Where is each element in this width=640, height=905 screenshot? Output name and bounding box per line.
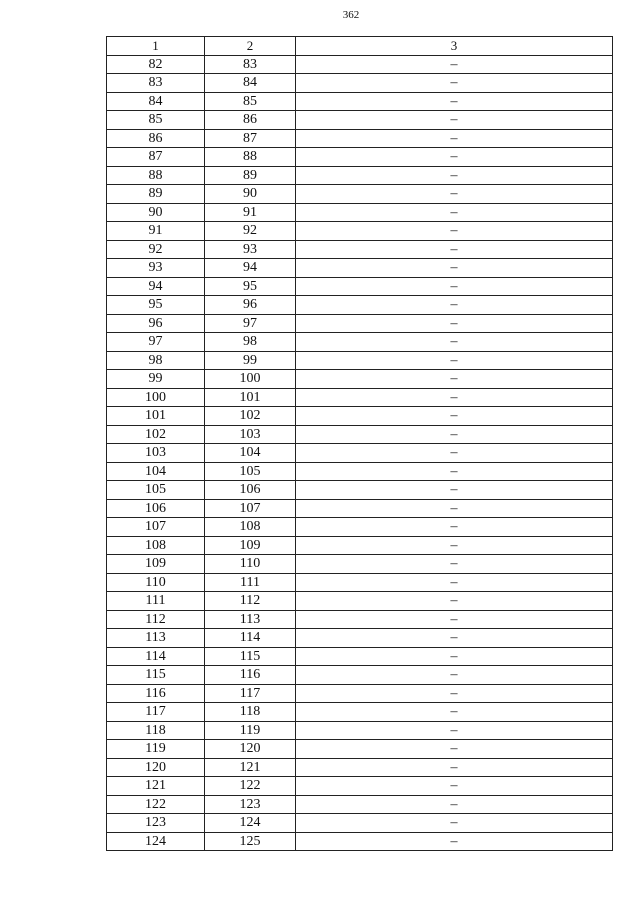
table-row	[107, 351, 613, 370]
table-cell: –	[296, 518, 613, 537]
table-cell: –	[296, 240, 613, 259]
table-cell: 97	[205, 314, 296, 333]
table-body	[107, 37, 613, 851]
table-cell: 118	[205, 703, 296, 722]
table-cell: 103	[205, 425, 296, 444]
table-cell: –	[296, 499, 613, 518]
table-cell: 98	[107, 351, 205, 370]
table-cell: 105	[107, 481, 205, 500]
table-cell: 114	[107, 647, 205, 666]
table-cell: –	[296, 740, 613, 759]
table-cell: –	[296, 388, 613, 407]
table-row	[107, 758, 613, 777]
table-cell: 85	[205, 92, 296, 111]
table-row	[107, 740, 613, 759]
table-row	[107, 518, 613, 537]
table-cell: 120	[205, 740, 296, 759]
table-row	[107, 259, 613, 278]
table-cell: 104	[107, 462, 205, 481]
table-cell: –	[296, 111, 613, 130]
table-cell: –	[296, 333, 613, 352]
table-row	[107, 425, 613, 444]
table-cell: –	[296, 832, 613, 851]
table-row	[107, 444, 613, 463]
table-row	[107, 370, 613, 389]
table-cell: –	[296, 795, 613, 814]
table-cell: –	[296, 481, 613, 500]
table-cell: 102	[205, 407, 296, 426]
table-row	[107, 647, 613, 666]
table-cell: 85	[107, 111, 205, 130]
table-cell: –	[296, 296, 613, 315]
table-cell: –	[296, 259, 613, 278]
data-table	[106, 36, 613, 851]
table-cell: 112	[205, 592, 296, 611]
table-cell: 122	[107, 795, 205, 814]
table-cell: 91	[205, 203, 296, 222]
table-cell: 92	[107, 240, 205, 259]
table-cell: 84	[205, 74, 296, 93]
table-cell: 84	[107, 92, 205, 111]
column-header: 3	[296, 37, 613, 56]
table-cell: –	[296, 573, 613, 592]
table-cell: –	[296, 758, 613, 777]
table-row	[107, 240, 613, 259]
table-cell: 119	[107, 740, 205, 759]
table-cell: 93	[205, 240, 296, 259]
table-cell: 113	[205, 610, 296, 629]
table-cell: –	[296, 277, 613, 296]
table-cell: 113	[107, 629, 205, 648]
table-cell: –	[296, 555, 613, 574]
table-cell: 108	[107, 536, 205, 555]
table-row	[107, 629, 613, 648]
table-row	[107, 536, 613, 555]
table-cell: –	[296, 55, 613, 74]
table-row	[107, 684, 613, 703]
table-row	[107, 314, 613, 333]
table-row	[107, 166, 613, 185]
table-cell: –	[296, 407, 613, 426]
table-cell: 124	[205, 814, 296, 833]
table-cell: 89	[107, 185, 205, 204]
table-row	[107, 592, 613, 611]
table-row	[107, 795, 613, 814]
table-cell: 93	[107, 259, 205, 278]
table-cell: –	[296, 647, 613, 666]
table-cell: 86	[107, 129, 205, 148]
table-cell: 90	[107, 203, 205, 222]
table-cell: –	[296, 74, 613, 93]
table-cell: 116	[107, 684, 205, 703]
table-row	[107, 777, 613, 796]
table-row	[107, 111, 613, 130]
table-cell: 109	[107, 555, 205, 574]
table-cell: 101	[107, 407, 205, 426]
table-cell: –	[296, 610, 613, 629]
table-cell: 111	[107, 592, 205, 611]
table-cell: 117	[205, 684, 296, 703]
table-cell: –	[296, 721, 613, 740]
table-cell: 121	[107, 777, 205, 796]
table-cell: 122	[205, 777, 296, 796]
table-cell: –	[296, 444, 613, 463]
table-row	[107, 296, 613, 315]
table-cell: –	[296, 814, 613, 833]
table-cell: –	[296, 222, 613, 241]
table-cell: 97	[107, 333, 205, 352]
table-header-row	[107, 37, 613, 56]
table-cell: 123	[205, 795, 296, 814]
table-row	[107, 55, 613, 74]
table-row	[107, 666, 613, 685]
table-cell: –	[296, 370, 613, 389]
table-cell: –	[296, 185, 613, 204]
table-cell: 87	[205, 129, 296, 148]
table-row	[107, 407, 613, 426]
table-cell: 96	[205, 296, 296, 315]
table-row	[107, 555, 613, 574]
table-cell: 124	[107, 832, 205, 851]
table-cell: –	[296, 92, 613, 111]
table-cell: 83	[107, 74, 205, 93]
table-cell: 119	[205, 721, 296, 740]
table-cell: 120	[107, 758, 205, 777]
table-cell: 86	[205, 111, 296, 130]
page-number: 362	[342, 9, 360, 21]
table-row	[107, 462, 613, 481]
table-cell: –	[296, 629, 613, 648]
table-cell: 90	[205, 185, 296, 204]
table-cell: 107	[205, 499, 296, 518]
column-header: 2	[205, 37, 296, 56]
table-cell: –	[296, 425, 613, 444]
table-cell: 110	[107, 573, 205, 592]
table-cell: 105	[205, 462, 296, 481]
table-cell: 95	[205, 277, 296, 296]
table-cell: –	[296, 684, 613, 703]
table-cell: –	[296, 129, 613, 148]
table-cell: –	[296, 536, 613, 555]
table-row	[107, 333, 613, 352]
table-cell: –	[296, 592, 613, 611]
table-cell: 87	[107, 148, 205, 167]
table-cell: 99	[205, 351, 296, 370]
table-row	[107, 92, 613, 111]
table-cell: 104	[205, 444, 296, 463]
table-cell: 89	[205, 166, 296, 185]
table-cell: 103	[107, 444, 205, 463]
table-cell: 100	[205, 370, 296, 389]
table-cell: 102	[107, 425, 205, 444]
table-row	[107, 703, 613, 722]
table-cell: 109	[205, 536, 296, 555]
table-row	[107, 222, 613, 241]
table-cell: 107	[107, 518, 205, 537]
table-row	[107, 185, 613, 204]
table-cell: –	[296, 462, 613, 481]
table-cell: –	[296, 666, 613, 685]
table-cell: –	[296, 351, 613, 370]
table-cell: –	[296, 203, 613, 222]
table-cell: –	[296, 777, 613, 796]
table-cell: 123	[107, 814, 205, 833]
table-cell: 115	[205, 647, 296, 666]
table-cell: 110	[205, 555, 296, 574]
table-cell: 115	[107, 666, 205, 685]
table-row	[107, 832, 613, 851]
table-cell: 91	[107, 222, 205, 241]
table-cell: 112	[107, 610, 205, 629]
table-row	[107, 148, 613, 167]
table-cell: 95	[107, 296, 205, 315]
table-row	[107, 721, 613, 740]
table-cell: 111	[205, 573, 296, 592]
table-cell: 96	[107, 314, 205, 333]
table-cell: –	[296, 166, 613, 185]
table-cell: 88	[205, 148, 296, 167]
table-cell: 99	[107, 370, 205, 389]
table-row	[107, 74, 613, 93]
table-cell: 116	[205, 666, 296, 685]
column-header: 1	[107, 37, 205, 56]
table-cell: 118	[107, 721, 205, 740]
table-cell: 94	[205, 259, 296, 278]
table-row	[107, 573, 613, 592]
table-cell: –	[296, 148, 613, 167]
table-cell: 98	[205, 333, 296, 352]
table-row	[107, 481, 613, 500]
table-cell: –	[296, 314, 613, 333]
table-cell: 106	[107, 499, 205, 518]
table-row	[107, 388, 613, 407]
table-cell: 101	[205, 388, 296, 407]
table-cell: 94	[107, 277, 205, 296]
table-cell: 114	[205, 629, 296, 648]
table-row	[107, 277, 613, 296]
table-row	[107, 610, 613, 629]
table-row	[107, 203, 613, 222]
table-cell: 100	[107, 388, 205, 407]
table-cell: 121	[205, 758, 296, 777]
table-row	[107, 129, 613, 148]
table-row	[107, 814, 613, 833]
table-cell: 83	[205, 55, 296, 74]
table-cell: –	[296, 703, 613, 722]
table-cell: 82	[107, 55, 205, 74]
table-cell: 88	[107, 166, 205, 185]
table-cell: 117	[107, 703, 205, 722]
table-row	[107, 499, 613, 518]
table-cell: 106	[205, 481, 296, 500]
table-cell: 125	[205, 832, 296, 851]
table-cell: 92	[205, 222, 296, 241]
table-cell: 108	[205, 518, 296, 537]
